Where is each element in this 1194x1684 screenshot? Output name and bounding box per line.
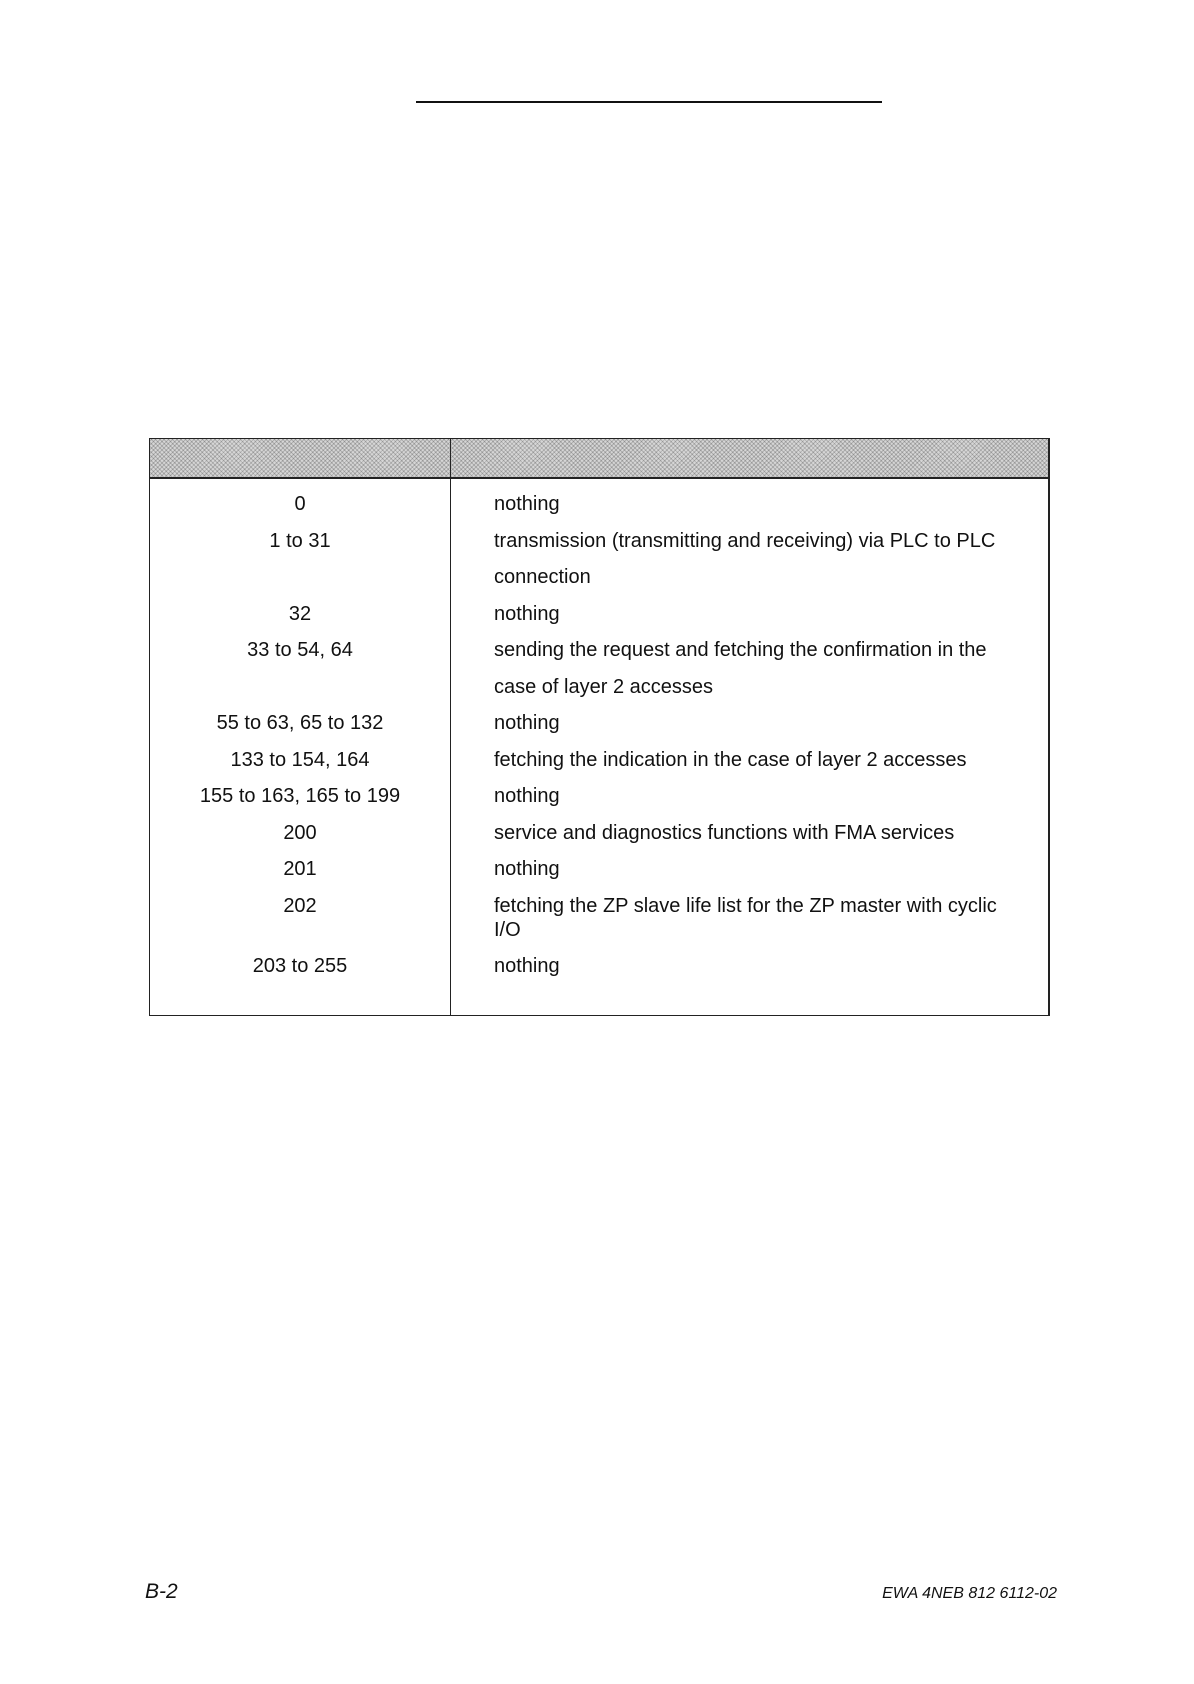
code-cell: 155 to 163, 165 to 199 — [199, 785, 401, 807]
table-row — [150, 523, 1048, 596]
description-cell: service and diagnostics functions with FMA services — [494, 821, 955, 844]
code-cell: 55 to 63, 65 to 132 — [216, 712, 384, 734]
table-row — [150, 486, 1048, 523]
document-id: EWA 4NEB 812 6112-02 — [882, 1585, 1057, 1602]
description-cell: fetching the indication in the case of layer 2 accesses — [494, 748, 967, 771]
code-cell: 33 to 54, 64 — [247, 639, 353, 661]
table-row — [150, 815, 1048, 852]
table-header-shaded — [150, 439, 1048, 479]
code-cell: 203 to 255 — [252, 954, 348, 977]
table-row — [150, 851, 1048, 888]
description-cell: sending the request and fetching the confirmation in the case of layer 2 accesses — [494, 639, 987, 698]
description-cell: transmission (transmitting and receiving) via PLC to PLC connection — [494, 529, 996, 588]
table-row — [150, 742, 1048, 779]
code-cell: 0 — [294, 493, 306, 515]
table-row — [150, 596, 1048, 633]
description-cell: nothing — [494, 858, 560, 880]
table-row — [150, 778, 1048, 815]
page-number: B-2 — [145, 1580, 178, 1603]
code-cell: 1 to 31 — [269, 529, 331, 552]
description-cell: nothing — [494, 493, 560, 515]
code-cell: 202 — [283, 894, 317, 917]
description-cell: nothing — [494, 954, 560, 977]
table-body — [150, 486, 1048, 984]
table-row — [150, 948, 1048, 985]
description-cell: fetching the ZP slave life list for the ZP master with cyclic I/O — [494, 894, 997, 941]
description-cell: nothing — [494, 712, 560, 734]
table-row — [150, 632, 1048, 705]
top-rule — [416, 101, 882, 103]
code-cell: 133 to 154, 164 — [230, 748, 370, 771]
assignment-table — [149, 438, 1050, 1016]
table-row — [150, 888, 1048, 948]
description-cell: nothing — [494, 785, 560, 807]
description-cell: nothing — [494, 602, 560, 625]
code-cell: 32 — [288, 602, 312, 625]
code-cell: 200 — [283, 821, 317, 844]
table-row — [150, 705, 1048, 742]
code-cell: 201 — [283, 858, 317, 880]
